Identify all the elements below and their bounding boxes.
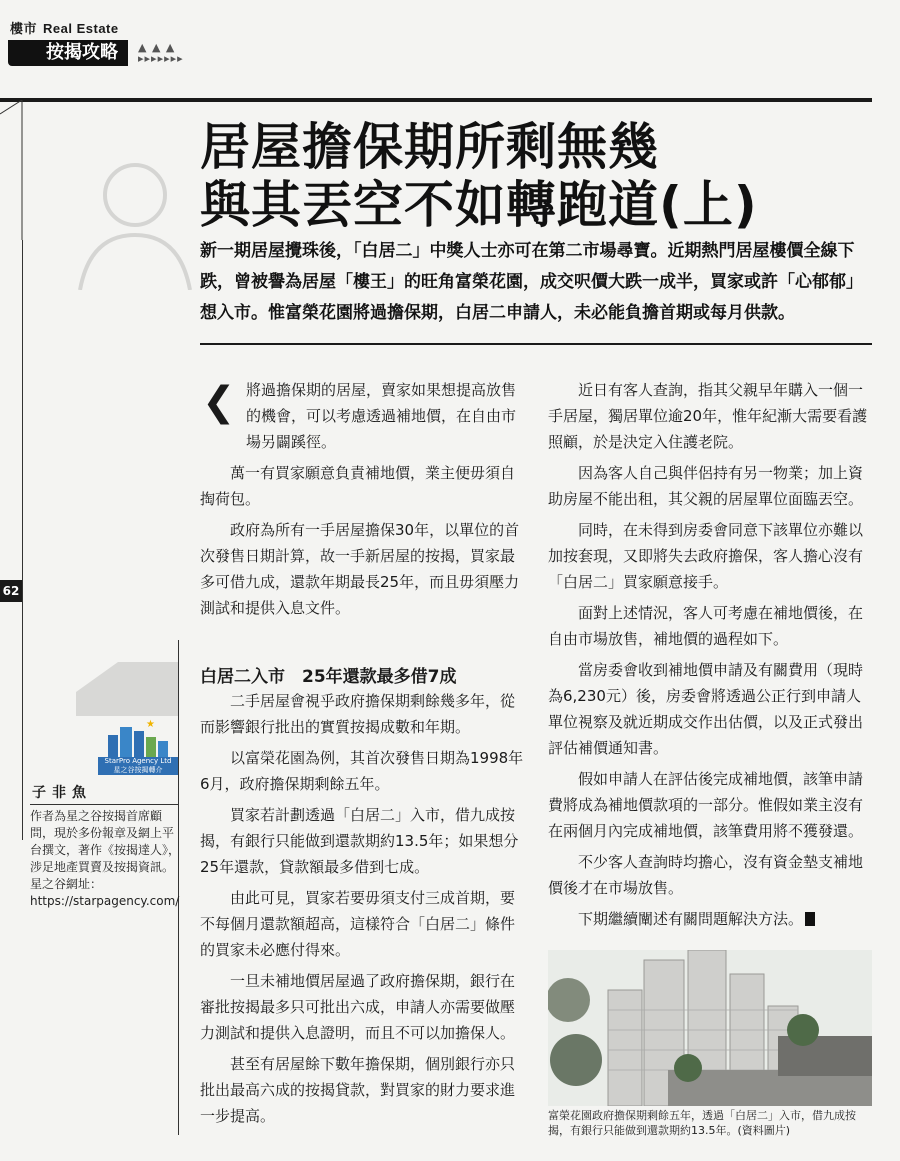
- logo-band: [98, 757, 178, 775]
- subheading: 白居二入市 25年還款最多借7成: [200, 667, 457, 687]
- chevron-drop-mark: ❮: [202, 379, 236, 425]
- paragraph: 面對上述情況，客人可考慮在補地價後，在自由市場放售，補地價的過程如下。: [548, 604, 864, 648]
- logo-text-zh: 星之谷按揭轉介: [113, 766, 163, 774]
- paragraph: 假如申請人在評估後完成補地價，該筆申請費將成為補地價款項的一部分。惟假如業主沒有在兩個月內完成補地價，該筆費用將不獲發還。: [548, 770, 864, 840]
- author-rule: [30, 804, 178, 805]
- column-2: [548, 377, 872, 937]
- paragraph-text: 下期繼續闡述有關問題解決方法。: [578, 910, 804, 928]
- photo-caption: 富榮花園政府擔保期剩餘五年，透過「白居二」入市，借九成按揭，有銀行只能做到還款期約13.5年。(資料圖片): [548, 1109, 856, 1137]
- paragraph: 買家若計劃透過「白居二」入市，借九成按揭，有銀行只能做到還款期約13.5年；如果想分25年還款，貸款額最多借到七成。: [200, 806, 519, 876]
- lead-rule: [200, 343, 872, 345]
- column-1-continued: [200, 688, 526, 1134]
- paragraph: 不少客人查詢時均擔心，沒有資金墊支補地價後才在市場放售。: [548, 853, 864, 897]
- column-title: 按揭攻略: [8, 40, 128, 66]
- paragraph: 當房委會收到補地價申請及有關費用（現時為6,230元）後，房委會將透過公正行到申請人單位視察及就近期成交作出估價，以及正式發出評估補價通知書。: [548, 661, 864, 757]
- paragraph: 因為客人自己與伴侶持有另一物業；加上資助房屋不能出租，其父親的居屋單位面臨丟空。: [548, 464, 864, 508]
- paragraph-final: [548, 906, 872, 932]
- logo-text-en: StarPro Agency Ltd: [104, 757, 172, 765]
- author-portrait-watermark: [70, 150, 200, 290]
- lead-paragraph: 新一期居屋攪珠後，「白居二」中獎人士亦可在第二市場尋寶。近期熱門居屋樓價全線下跌，曾被譽為居屋「樓王」的旺角富榮花園，成交呎價大跌一成半，買家或許「心郁郁」想入市。惟富榮花園將過擔保期，白居二申請人，未必能負擔首期或每月供款。: [200, 241, 863, 323]
- paragraph: 將過擔保期的居屋，賣家如果想提高放售的機會，可以考慮透過補地價，在自由市場另闢蹊徑。: [246, 381, 517, 451]
- author-name: 子非魚: [32, 785, 92, 801]
- paragraph: 甚至有居屋餘下數年擔保期，個別銀行亦只批出最高六成的按揭貸款，對買家的財力要求進一步提高。: [200, 1055, 516, 1125]
- bio-text: 作者為星之谷按揭首席顧問，現於多份報章及網上平台撰文，著作《按揭達人》，涉足地產買賣及按揭資訊。: [30, 809, 181, 874]
- page-number: 62: [0, 580, 22, 602]
- frame-diagonal: [0, 100, 28, 240]
- decorative-arrows: ▲ ▲ ▲ ▸▸▸▸▸▸▸: [138, 41, 184, 65]
- author-bio: [30, 808, 180, 910]
- estate-photo: [548, 950, 872, 1106]
- paragraph: 二手居屋會視乎政府擔保期剩餘幾多年，從而影響銀行批出的實質按揭成數和年期。: [200, 692, 516, 736]
- section-zh: 樓市: [10, 22, 38, 37]
- frame-line-left: [22, 240, 23, 840]
- svg-text:★: ★: [146, 719, 155, 730]
- paragraph: 近日有客人查詢，指其父親早年購入一個一手居屋，獨居單位逾20年，惟年紀漸大需要看護照顧，於是決定入住護老院。: [548, 381, 868, 451]
- house-outline-icon: [76, 662, 178, 716]
- paragraph: 萬一有買家願意負責補地價，業主便毋須自掏荷包。: [200, 464, 516, 508]
- paragraph: 同時，在未得到房委會同意下該單位亦難以加按套現，又即將失去政府擔保，客人擔心沒有「白居二」買家願意接手。: [548, 521, 864, 591]
- paragraph: 以富榮花園為例，其首次發售日期為1998年6月，政府擔保期剩餘五年。: [200, 749, 524, 793]
- column-1: [200, 377, 526, 626]
- paragraph: 政府為所有一手居屋擔保30年，以單位的首次發售日期計算，故一手新居屋的按揭，買家最多可借九成，還款年期最長25年，而且毋須壓力測試和提供入息文件。: [200, 521, 520, 617]
- site-label: 星之谷網址：: [30, 877, 103, 891]
- article-title: [200, 118, 758, 234]
- section-label: [10, 18, 119, 37]
- title-line-1: 居屋擔保期所剩無幾: [200, 118, 659, 176]
- section-en: Real Estate: [43, 21, 119, 36]
- site-url: https://starpagency.com/: [30, 894, 180, 908]
- end-mark-icon: [805, 912, 815, 926]
- paragraph: 一旦未補地價居屋過了政府擔保期，銀行在審批按揭最多只可批出六成，申請人亦需要做壓力測試和提供入息證明，而且不可以加擔保人。: [200, 972, 516, 1042]
- title-line-2: 與其丟空不如轉跑道(上): [200, 176, 758, 234]
- header-rule: [0, 98, 872, 102]
- paragraph: 由此可見，買家若要毋須支付三成首期，要不每個月還款額超高，這樣符合「白居二」條件的買家未必應付得來。: [200, 889, 516, 959]
